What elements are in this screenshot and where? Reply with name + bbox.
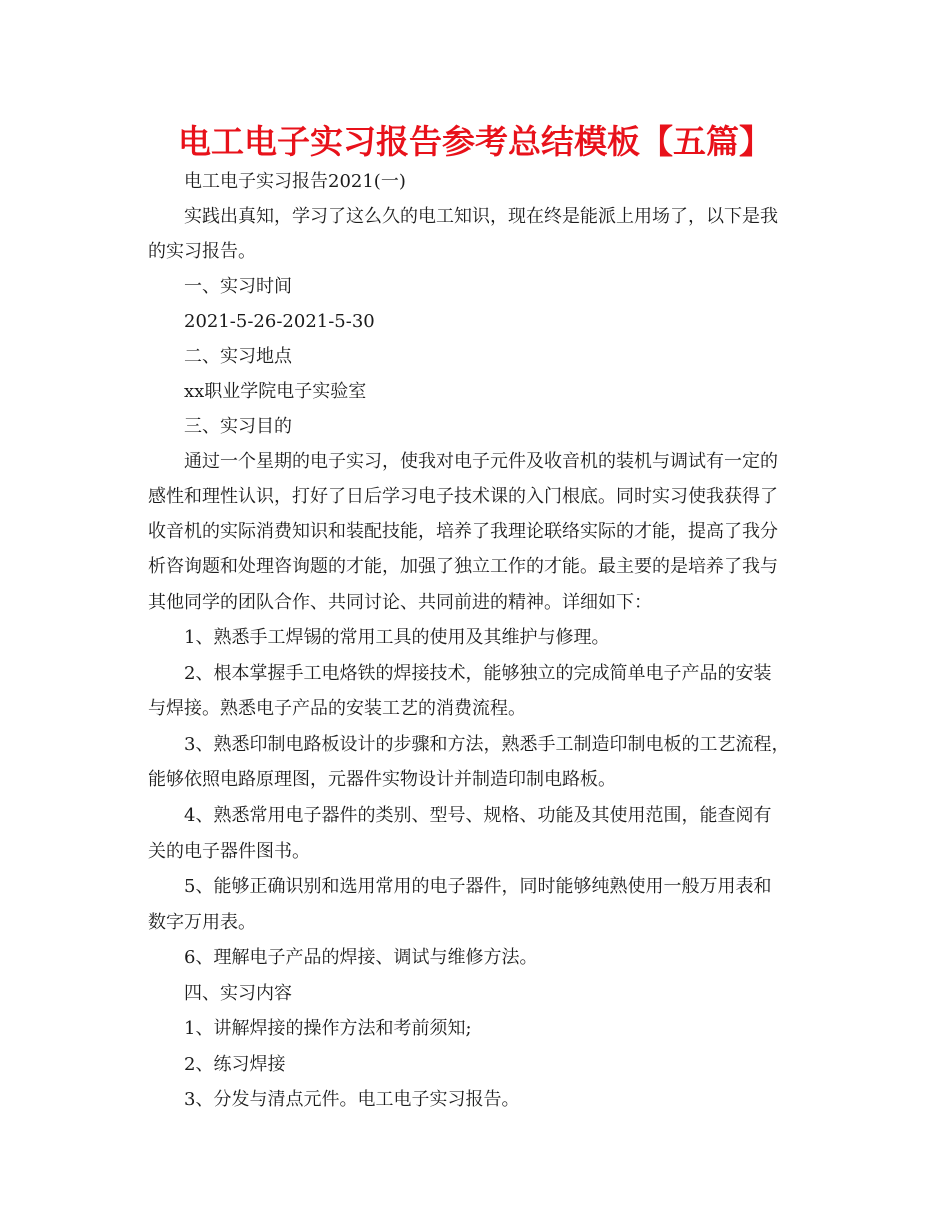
paragraph-line: 通过一个星期的电子实习，使我对电子元件及收音机的装机与调试有一定的 xyxy=(184,451,778,472)
list-item: 3、熟悉印制电路板设计的步骤和方法，熟悉手工制造印制电板的工艺流程， xyxy=(184,734,790,755)
report-subtitle: 电工电子实习报告2021(一) xyxy=(184,171,406,192)
list-item-continuation: 关的电子器件图书。 xyxy=(148,841,310,862)
paragraph-line: 的实习报告。 xyxy=(148,241,256,262)
section-heading: 二、实习地点 xyxy=(184,346,292,367)
document-title: 电工电子实习报告参考总结模板【五篇】 xyxy=(178,122,772,161)
list-item: 2、根本掌握手工电烙铁的焊接技术，能够独立的完成简单电子产品的安装 xyxy=(184,663,772,684)
section-heading: 三、实习目的 xyxy=(184,416,292,437)
paragraph-line: 其他同学的团队合作、共同讨论、共同前进的精神。详细如下： xyxy=(148,592,652,613)
list-item: 3、分发与清点元件。电工电子实习报告。 xyxy=(184,1089,520,1110)
list-item-continuation: 数字万用表。 xyxy=(148,912,256,933)
list-item: 2、练习焊接 xyxy=(184,1054,286,1075)
list-item: 1、讲解焊接的操作方法和考前须知; xyxy=(184,1018,472,1039)
list-item-continuation: 能够依照电路原理图，元器件实物设计并制造印制电路板。 xyxy=(148,769,616,790)
paragraph-line: 析咨询题和处理咨询题的才能，加强了独立工作的才能。最主要的是培养了我与 xyxy=(148,556,778,577)
paragraph-line: xx职业学院电子实验室 xyxy=(184,381,367,402)
list-item-continuation: 与焊接。熟悉电子产品的安装工艺的消费流程。 xyxy=(148,698,526,719)
paragraph-line: 2021-5-26-2021-5-30 xyxy=(184,311,375,332)
list-item: 4、熟悉常用电子器件的类别、型号、规格、功能及其使用范围，能查阅有 xyxy=(184,805,772,826)
paragraph-line: 感性和理性认识，打好了日后学习电子技术课的入门根底。同时实习使我获得了 xyxy=(148,486,778,507)
paragraph-line: 收音机的实际消费知识和装配技能，培养了我理论联络实际的才能，提高了我分 xyxy=(148,521,778,542)
list-item: 6、理解电子产品的焊接、调试与维修方法。 xyxy=(184,947,538,968)
list-item: 1、熟悉手工焊锡的常用工具的使用及其维护与修理。 xyxy=(184,627,610,648)
list-item: 5、能够正确识别和选用常用的电子器件，同时能够纯熟使用一般万用表和 xyxy=(184,876,772,897)
section-heading: 一、实习时间 xyxy=(184,276,292,297)
paragraph-line: 实践出真知，学习了这么久的电工知识，现在终是能派上用场了，以下是我 xyxy=(184,206,778,227)
section-heading: 四、实习内容 xyxy=(184,983,292,1004)
